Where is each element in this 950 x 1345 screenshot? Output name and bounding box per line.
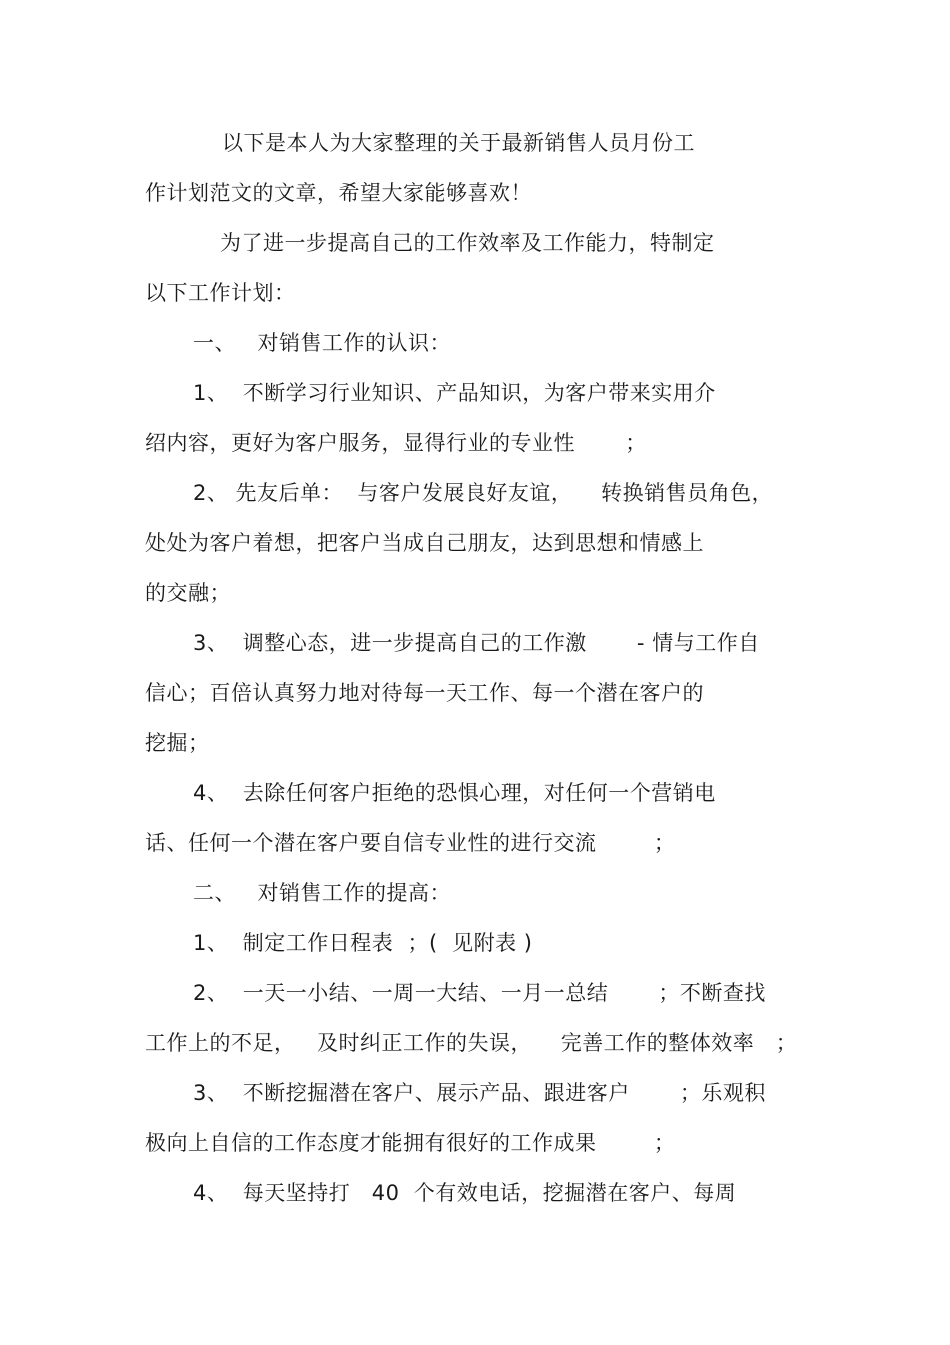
doc-line-13: 挖掘；: [145, 731, 210, 755]
doc-line-4: 以下工作计划：: [145, 281, 296, 305]
doc-line-19: 工作上的不足， 及时纠正工作的失误， 完善工作的整体效率 ；: [145, 1031, 798, 1055]
doc-line-18: 2、 一天一小结、一周一大结、一月一总结 ；不断查找: [193, 981, 766, 1005]
doc-line-2: 作计划范文的文章，希望大家能够喜欢！: [145, 181, 532, 205]
doc-line-15: 话、任何一个潜在客户要自信专业性的进行交流 ；: [145, 831, 676, 855]
doc-line-12: 信心；百倍认真努力地对待每一天工作、每一个潜在客户的: [145, 681, 704, 705]
doc-line-17: 1、 制定工作日程表 ；( 见附表 ): [193, 931, 533, 955]
doc-line-1: 以下是本人为大家整理的关于最新销售人员月份工: [222, 131, 695, 155]
doc-line-14: 4、 去除任何客户拒绝的恐惧心理，对任何一个营销电: [193, 781, 716, 805]
doc-line-8: 2、 先友后单： 与客户发展良好友谊， 转换销售员角色，: [193, 481, 774, 505]
doc-line-22: 4、 每天坚持打 40 个有效电话，挖掘潜在客户、每周: [193, 1181, 737, 1205]
doc-line-10: 的交融；: [145, 581, 231, 605]
doc-line-6: 1、 不断学习行业知识、产品知识，为客户带来实用介: [193, 381, 716, 405]
doc-line-7: 绍内容，更好为客户服务，显得行业的专业性 ；: [145, 431, 647, 455]
doc-line-21: 极向上自信的工作态度才能拥有很好的工作成果 ；: [145, 1131, 676, 1155]
section-heading-1: 一、 对销售工作的认识：: [193, 331, 452, 355]
doc-line-3: 为了进一步提高自己的工作效率及工作能力，特制定: [220, 231, 715, 255]
section-heading-2: 二、 对销售工作的提高：: [193, 881, 452, 905]
doc-line-11: 3、 调整心态，进一步提高自己的工作激 - 情与工作自: [193, 631, 760, 655]
doc-line-20: 3、 不断挖掘潜在客户、展示产品、跟进客户 ；乐观积: [193, 1081, 766, 1105]
doc-line-9: 处处为客户着想，把客户当成自己朋友，达到思想和情感上: [145, 531, 704, 555]
